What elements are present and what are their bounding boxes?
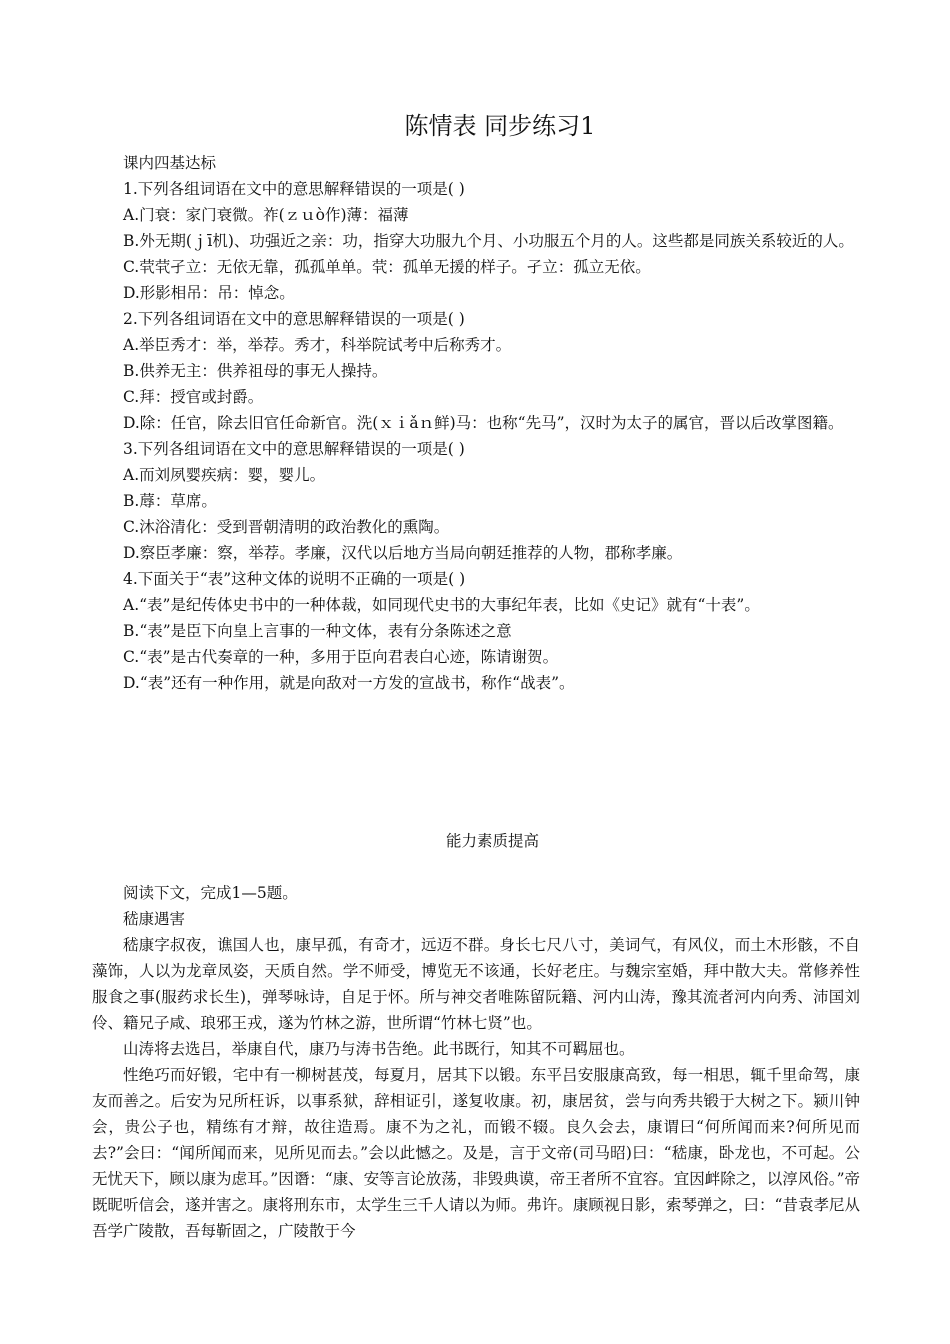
option: B.外无期(ｊī机)、功强近之亲：功，指穿大功服九个月、小功服五个月的人。这些都是同族关系较近的人。 [123,232,854,250]
question-1: 1.下列各组词语在文中的意思解释错误的一项是( ) [123,180,465,198]
passage-title: 嵇康遇害 [123,910,186,928]
question-3: 3.下列各组词语在文中的意思解释错误的一项是( ) [123,440,465,458]
option: D.察臣孝廉：察，举荐。孝廉，汉代以后地方当局向朝廷推荐的人物，郡称孝廉。 [123,544,683,562]
page-title: 陈情表 同步练习1 [404,112,596,140]
option: D.“表”还有一种作用，就是向敌对一方发的宣战书，称作“战表”。 [123,674,575,692]
section-reading [92,880,860,1244]
question-2: 2.下列各组词语在文中的意思解释错误的一项是( ) [123,310,465,328]
reading-instruction: 阅读下文，完成1—5题。 [123,884,298,902]
option: C.茕茕孑立：无依无靠，孤孤单单。茕：孤单无援的样子。孑立：孤立无依。 [123,258,651,276]
section-basic-exercises [92,150,860,696]
option: C.“表”是古代奏章的一种，多用于臣向君表白心迹，陈请谢贺。 [123,648,559,666]
option: A.门衰：家门衰微。祚(ｚｕò作)薄：福薄 [123,206,409,224]
option: C.拜：授官或封爵。 [123,388,264,406]
option: B.供养无主：供养祖母的事无人操持。 [123,362,388,380]
passage-paragraph: 嵇康字叔夜，谯国人也，康早孤，有奇才，远迈不群。身长七尺八寸，美词气，有风仪，而土木形骸，不自藻饰，人以为龙章凤姿，天质自然。学不师受，博览无不该通，长好老庄。与魏宗室婚，拜中散大夫。常修养性服食之事(服药求长生)，弹琴咏诗，自足于怀。所与神交者唯陈留阮籍、河内山涛，豫其流者河内向秀、沛国刘伶、籍兄子咸、琅邪王戎，遂为竹林之游，世所谓“竹林七贤”也。 [92,936,860,1032]
passage-paragraph: 性绝巧而好锻，宅中有一柳树甚茂，每夏月，居其下以锻。东平吕安服康高致，每一相思，辄千里命驾，康友而善之。后安为兄所枉诉，以事系狱，辞相证引，遂复收康。初，康居贫，尝与向秀共锻于大树之下。颍川钟会，贵公子也，精练有才辩，故往造焉。康不为之礼，而锻不辍。良久会去，康谓曰“何所闻而来?何所见而去?”会曰：“闻所闻而来，见所见而去。”会以此憾之。及是，言于文帝(司马昭)曰：“嵇康，卧龙也，不可起。公无忧天下，顾以康为虑耳。”因谮：“康、安等言论放荡，非毁典谟，帝王者所不宜容。宜因衅除之，以淳风俗。”帝既昵听信会，遂并害之。康将刑东市，太学生三千人请以为师。弗许。康顾视日影，索琴弹之，曰：“昔袁孝尼从吾学广陵散，吾每靳固之，广陵散于今 [92,1066,860,1240]
option: A.举臣秀才：举，举荐。秀才，科举院试考中后称秀才。 [123,336,512,354]
section-heading-ability: 能力素质提高 [445,832,539,850]
option: A.而刘夙婴疾病：婴，婴儿。 [123,466,326,484]
option: B.蓐：草席。 [123,492,217,510]
question-4: 4.下面关于“表”这种文体的说明不正确的一项是( ) [123,570,466,588]
option: A.“表”是纪传体史书中的一种体裁，如同现代史书的大事纪年表，比如《史记》就有“十表”。 [123,596,760,614]
option: D.除：任官，除去旧官任命新官。洗(ｘｉǎｎ鲜)马：也称“先马”，汉时为太子的属官，晋以后改掌图籍。 [123,414,844,432]
option: B.“表”是臣下向皇上言事的一种文体，表有分条陈述之意 [123,622,512,640]
passage-paragraph: 山涛将去选吕，举康自代，康乃与涛书告绝。此书既行，知其不可羁屈也。 [123,1040,635,1058]
section-heading: 课内四基达标 [123,154,217,172]
option: D.形影相吊：吊：悼念。 [123,284,295,302]
option: C.沐浴清化：受到晋朝清明的政治教化的熏陶。 [123,518,450,536]
